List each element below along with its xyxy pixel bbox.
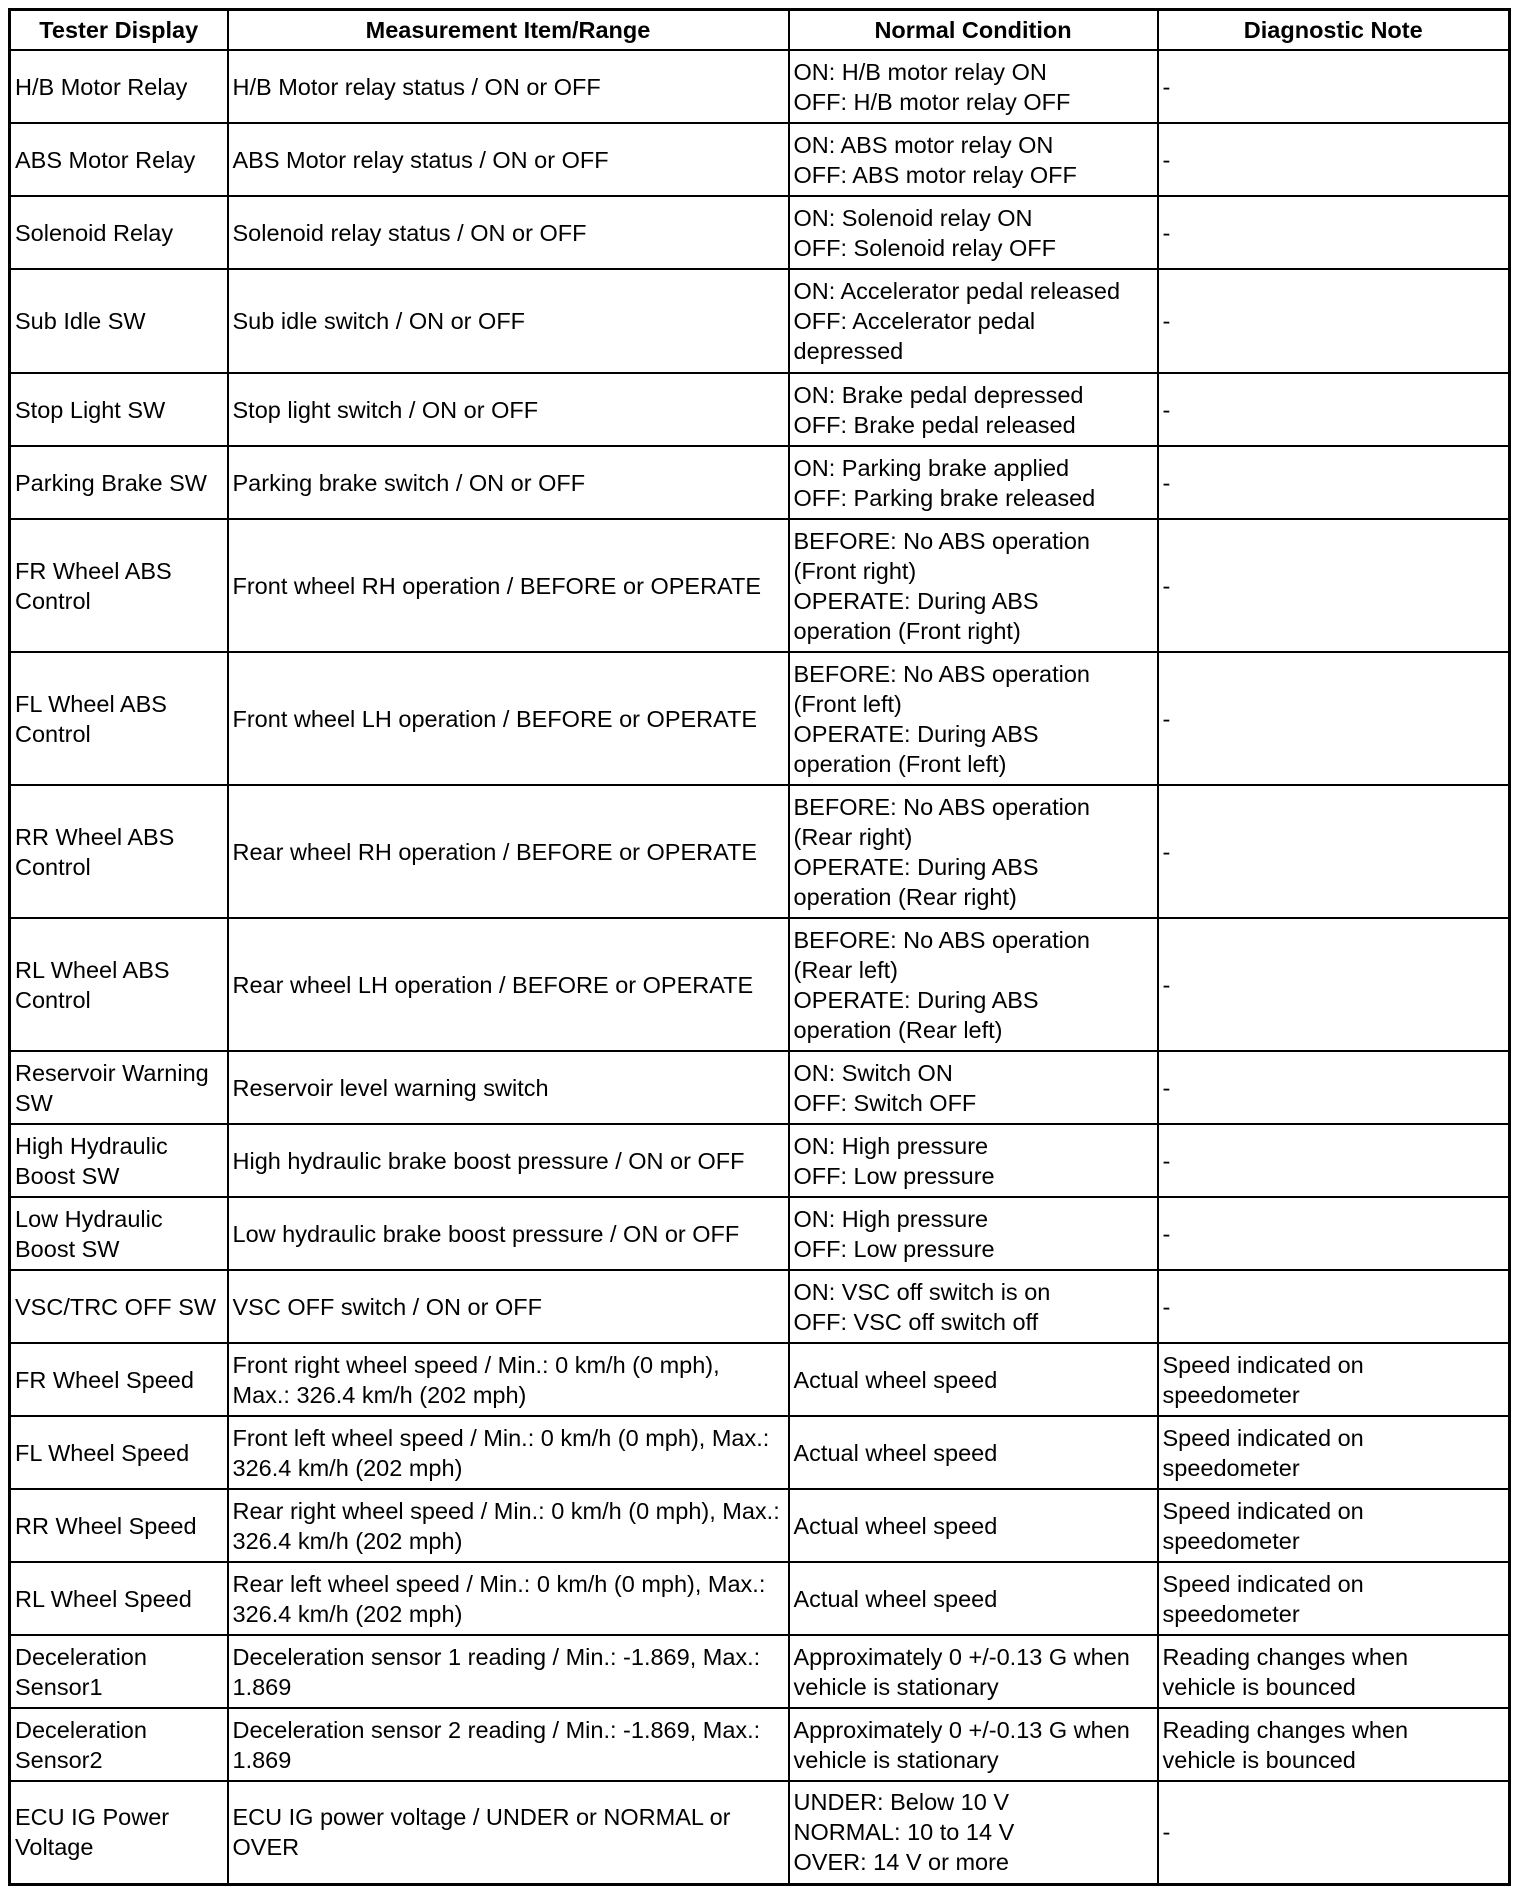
table-row (10, 1051, 1510, 1124)
table-row (10, 123, 1510, 196)
header-measurement-item: Measurement Item/Range (228, 10, 789, 51)
cell-tester-display: RL Wheel Speed (10, 1562, 228, 1635)
cell-normal-condition: ON: ABS motor relay ON OFF: ABS motor relay OFF (789, 123, 1158, 196)
table-row (10, 519, 1510, 652)
cell-tester-display: Deceleration Sensor1 (10, 1635, 228, 1708)
cell-normal-condition: ON: VSC off switch is on OFF: VSC off switch off (789, 1270, 1158, 1343)
header-normal-condition: Normal Condition (789, 10, 1158, 51)
cell-measurement-item: Deceleration sensor 2 reading / Min.: -1.869, Max.: 1.869 (228, 1708, 789, 1781)
table-row (10, 1781, 1510, 1884)
cell-tester-display: FL Wheel Speed (10, 1416, 228, 1489)
header-tester-display: Tester Display (10, 10, 228, 51)
table-row (10, 1124, 1510, 1197)
cell-tester-display: RR Wheel ABS Control (10, 785, 228, 918)
cell-tester-display: Solenoid Relay (10, 196, 228, 269)
table-row (10, 1562, 1510, 1635)
cell-diagnostic-note: Speed indicated on speedometer (1158, 1343, 1510, 1416)
cell-normal-condition: Actual wheel speed (789, 1343, 1158, 1416)
cell-measurement-item: High hydraulic brake boost pressure / ON or OFF (228, 1124, 789, 1197)
cell-tester-display: RR Wheel Speed (10, 1489, 228, 1562)
table-row (10, 269, 1510, 373)
cell-diagnostic-note: - (1158, 123, 1510, 196)
cell-normal-condition: ON: High pressure OFF: Low pressure (789, 1124, 1158, 1197)
cell-normal-condition: ON: Parking brake applied OFF: Parking brake released (789, 446, 1158, 519)
cell-normal-condition: ON: H/B motor relay ON OFF: H/B motor relay OFF (789, 50, 1158, 123)
cell-tester-display: H/B Motor Relay (10, 50, 228, 123)
cell-tester-display: FL Wheel ABS Control (10, 652, 228, 785)
cell-diagnostic-note: - (1158, 1781, 1510, 1884)
cell-measurement-item: ECU IG power voltage / UNDER or NORMAL or OVER (228, 1781, 789, 1884)
table-row (10, 918, 1510, 1051)
cell-diagnostic-note: Reading changes when vehicle is bounced (1158, 1708, 1510, 1781)
cell-measurement-item: Rear left wheel speed / Min.: 0 km/h (0 mph), Max.: 326.4 km/h (202 mph) (228, 1562, 789, 1635)
table-row (10, 1635, 1510, 1708)
cell-diagnostic-note: - (1158, 1270, 1510, 1343)
table-row (10, 1489, 1510, 1562)
table-row (10, 1708, 1510, 1781)
cell-measurement-item: Rear wheel RH operation / BEFORE or OPERATE (228, 785, 789, 918)
cell-tester-display: ECU IG Power Voltage (10, 1781, 228, 1884)
cell-diagnostic-note: Reading changes when vehicle is bounced (1158, 1635, 1510, 1708)
table-row (10, 446, 1510, 519)
table-row (10, 1197, 1510, 1270)
cell-measurement-item: Solenoid relay status / ON or OFF (228, 196, 789, 269)
table-row (10, 1416, 1510, 1489)
cell-measurement-item: H/B Motor relay status / ON or OFF (228, 50, 789, 123)
cell-normal-condition: ON: Switch ON OFF: Switch OFF (789, 1051, 1158, 1124)
cell-diagnostic-note: - (1158, 446, 1510, 519)
cell-measurement-item: Low hydraulic brake boost pressure / ON or OFF (228, 1197, 789, 1270)
table-row (10, 1343, 1510, 1416)
table-row (10, 50, 1510, 123)
cell-tester-display: FR Wheel ABS Control (10, 519, 228, 652)
cell-diagnostic-note: - (1158, 1051, 1510, 1124)
cell-tester-display: Low Hydraulic Boost SW (10, 1197, 228, 1270)
cell-diagnostic-note: Speed indicated on speedometer (1158, 1416, 1510, 1489)
cell-normal-condition: Approximately 0 +/-0.13 G when vehicle is stationary (789, 1708, 1158, 1781)
cell-measurement-item: Front left wheel speed / Min.: 0 km/h (0 mph), Max.: 326.4 km/h (202 mph) (228, 1416, 789, 1489)
cell-measurement-item: Front wheel LH operation / BEFORE or OPERATE (228, 652, 789, 785)
cell-normal-condition: Approximately 0 +/-0.13 G when vehicle is stationary (789, 1635, 1158, 1708)
cell-diagnostic-note: - (1158, 373, 1510, 446)
cell-diagnostic-note: Speed indicated on speedometer (1158, 1489, 1510, 1562)
cell-normal-condition: Actual wheel speed (789, 1562, 1158, 1635)
cell-normal-condition: Actual wheel speed (789, 1416, 1158, 1489)
cell-tester-display: Parking Brake SW (10, 446, 228, 519)
cell-tester-display: VSC/TRC OFF SW (10, 1270, 228, 1343)
cell-measurement-item: VSC OFF switch / ON or OFF (228, 1270, 789, 1343)
cell-diagnostic-note: - (1158, 1197, 1510, 1270)
cell-measurement-item: Rear wheel LH operation / BEFORE or OPERATE (228, 918, 789, 1051)
cell-measurement-item: Front right wheel speed / Min.: 0 km/h (0 mph), Max.: 326.4 km/h (202 mph) (228, 1343, 789, 1416)
cell-tester-display: Sub Idle SW (10, 269, 228, 373)
cell-normal-condition: UNDER: Below 10 V NORMAL: 10 to 14 V OVER: 14 V or more (789, 1781, 1158, 1884)
cell-normal-condition: ON: Solenoid relay ON OFF: Solenoid relay OFF (789, 196, 1158, 269)
cell-tester-display: Stop Light SW (10, 373, 228, 446)
cell-measurement-item: Rear right wheel speed / Min.: 0 km/h (0 mph), Max.: 326.4 km/h (202 mph) (228, 1489, 789, 1562)
cell-tester-display: ABS Motor Relay (10, 123, 228, 196)
cell-diagnostic-note: - (1158, 196, 1510, 269)
data-list-table (8, 8, 1511, 1886)
cell-diagnostic-note: - (1158, 519, 1510, 652)
table-row (10, 373, 1510, 446)
cell-measurement-item: Sub idle switch / ON or OFF (228, 269, 789, 373)
header-row (10, 10, 1510, 51)
data-list-sheet (8, 8, 1511, 1886)
table-row (10, 1270, 1510, 1343)
table-row (10, 652, 1510, 785)
cell-normal-condition: BEFORE: No ABS operation (Front right) OPERATE: During ABS operation (Front right) (789, 519, 1158, 652)
cell-measurement-item: Deceleration sensor 1 reading / Min.: -1.869, Max.: 1.869 (228, 1635, 789, 1708)
cell-normal-condition: ON: Brake pedal depressed OFF: Brake pedal released (789, 373, 1158, 446)
cell-tester-display: Deceleration Sensor2 (10, 1708, 228, 1781)
cell-measurement-item: Front wheel RH operation / BEFORE or OPERATE (228, 519, 789, 652)
table-row (10, 196, 1510, 269)
cell-diagnostic-note: - (1158, 652, 1510, 785)
cell-measurement-item: ABS Motor relay status / ON or OFF (228, 123, 789, 196)
cell-normal-condition: ON: High pressure OFF: Low pressure (789, 1197, 1158, 1270)
cell-normal-condition: BEFORE: No ABS operation (Rear right) OPERATE: During ABS operation (Rear right) (789, 785, 1158, 918)
cell-tester-display: FR Wheel Speed (10, 1343, 228, 1416)
cell-normal-condition: ON: Accelerator pedal released OFF: Accelerator pedal depressed (789, 269, 1158, 373)
cell-diagnostic-note: - (1158, 1124, 1510, 1197)
cell-normal-condition: BEFORE: No ABS operation (Front left) OPERATE: During ABS operation (Front left) (789, 652, 1158, 785)
cell-measurement-item: Reservoir level warning switch (228, 1051, 789, 1124)
header-diagnostic-note: Diagnostic Note (1158, 10, 1510, 51)
cell-diagnostic-note: - (1158, 785, 1510, 918)
cell-diagnostic-note: - (1158, 269, 1510, 373)
cell-diagnostic-note: Speed indicated on speedometer (1158, 1562, 1510, 1635)
cell-tester-display: High Hydraulic Boost SW (10, 1124, 228, 1197)
cell-tester-display: RL Wheel ABS Control (10, 918, 228, 1051)
cell-normal-condition: BEFORE: No ABS operation (Rear left) OPERATE: During ABS operation (Rear left) (789, 918, 1158, 1051)
cell-normal-condition: Actual wheel speed (789, 1489, 1158, 1562)
cell-tester-display: Reservoir Warning SW (10, 1051, 228, 1124)
cell-diagnostic-note: - (1158, 50, 1510, 123)
cell-diagnostic-note: - (1158, 918, 1510, 1051)
cell-measurement-item: Parking brake switch / ON or OFF (228, 446, 789, 519)
cell-measurement-item: Stop light switch / ON or OFF (228, 373, 789, 446)
table-row (10, 785, 1510, 918)
